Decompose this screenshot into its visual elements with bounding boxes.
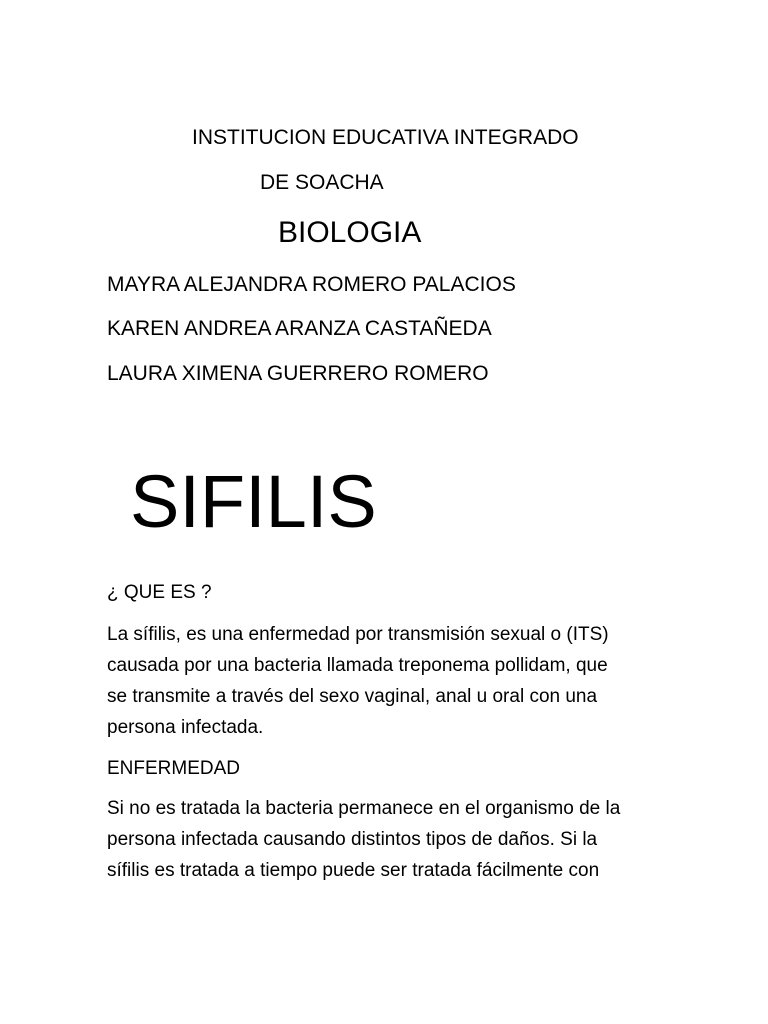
paragraph-line: se transmite a través del sexo vaginal, anal u oral con una [107, 686, 598, 707]
section-heading-que-es: ¿ QUE ES ? [107, 582, 212, 603]
author-name: MAYRA ALEJANDRA ROMERO PALACIOS [107, 273, 516, 296]
paragraph-line: sífilis es tratada a tiempo puede ser tratada fácilmente con [107, 860, 600, 881]
paragraph-line: persona infectada causando distintos tipos de daños. Si la [107, 829, 598, 850]
paragraph-line: Si no es tratada la bacteria permanece en el organismo de la [107, 798, 621, 819]
author-name: LAURA XIMENA GUERRERO ROMERO [107, 362, 489, 385]
paragraph-line: persona infectada. [107, 717, 264, 738]
paragraph-line: La sífilis, es una enfermedad por transmisión sexual o (ITS) [107, 624, 609, 645]
school-name-line-2: DE SOACHA [260, 171, 384, 194]
school-name-line-1: INSTITUCION EDUCATIVA INTEGRADO [192, 126, 579, 149]
subject-title: BIOLOGIA [278, 216, 422, 249]
paragraph-que-es [107, 619, 667, 743]
paragraph-enfermedad [107, 793, 667, 886]
author-name: KAREN ANDREA ARANZA CASTAÑEDA [107, 317, 492, 340]
paragraph-line: causada por una bacteria llamada treponema pollidam, que [107, 655, 608, 676]
document-title: SIFILIS [130, 460, 377, 543]
section-heading-enfermedad: ENFERMEDAD [107, 758, 241, 779]
